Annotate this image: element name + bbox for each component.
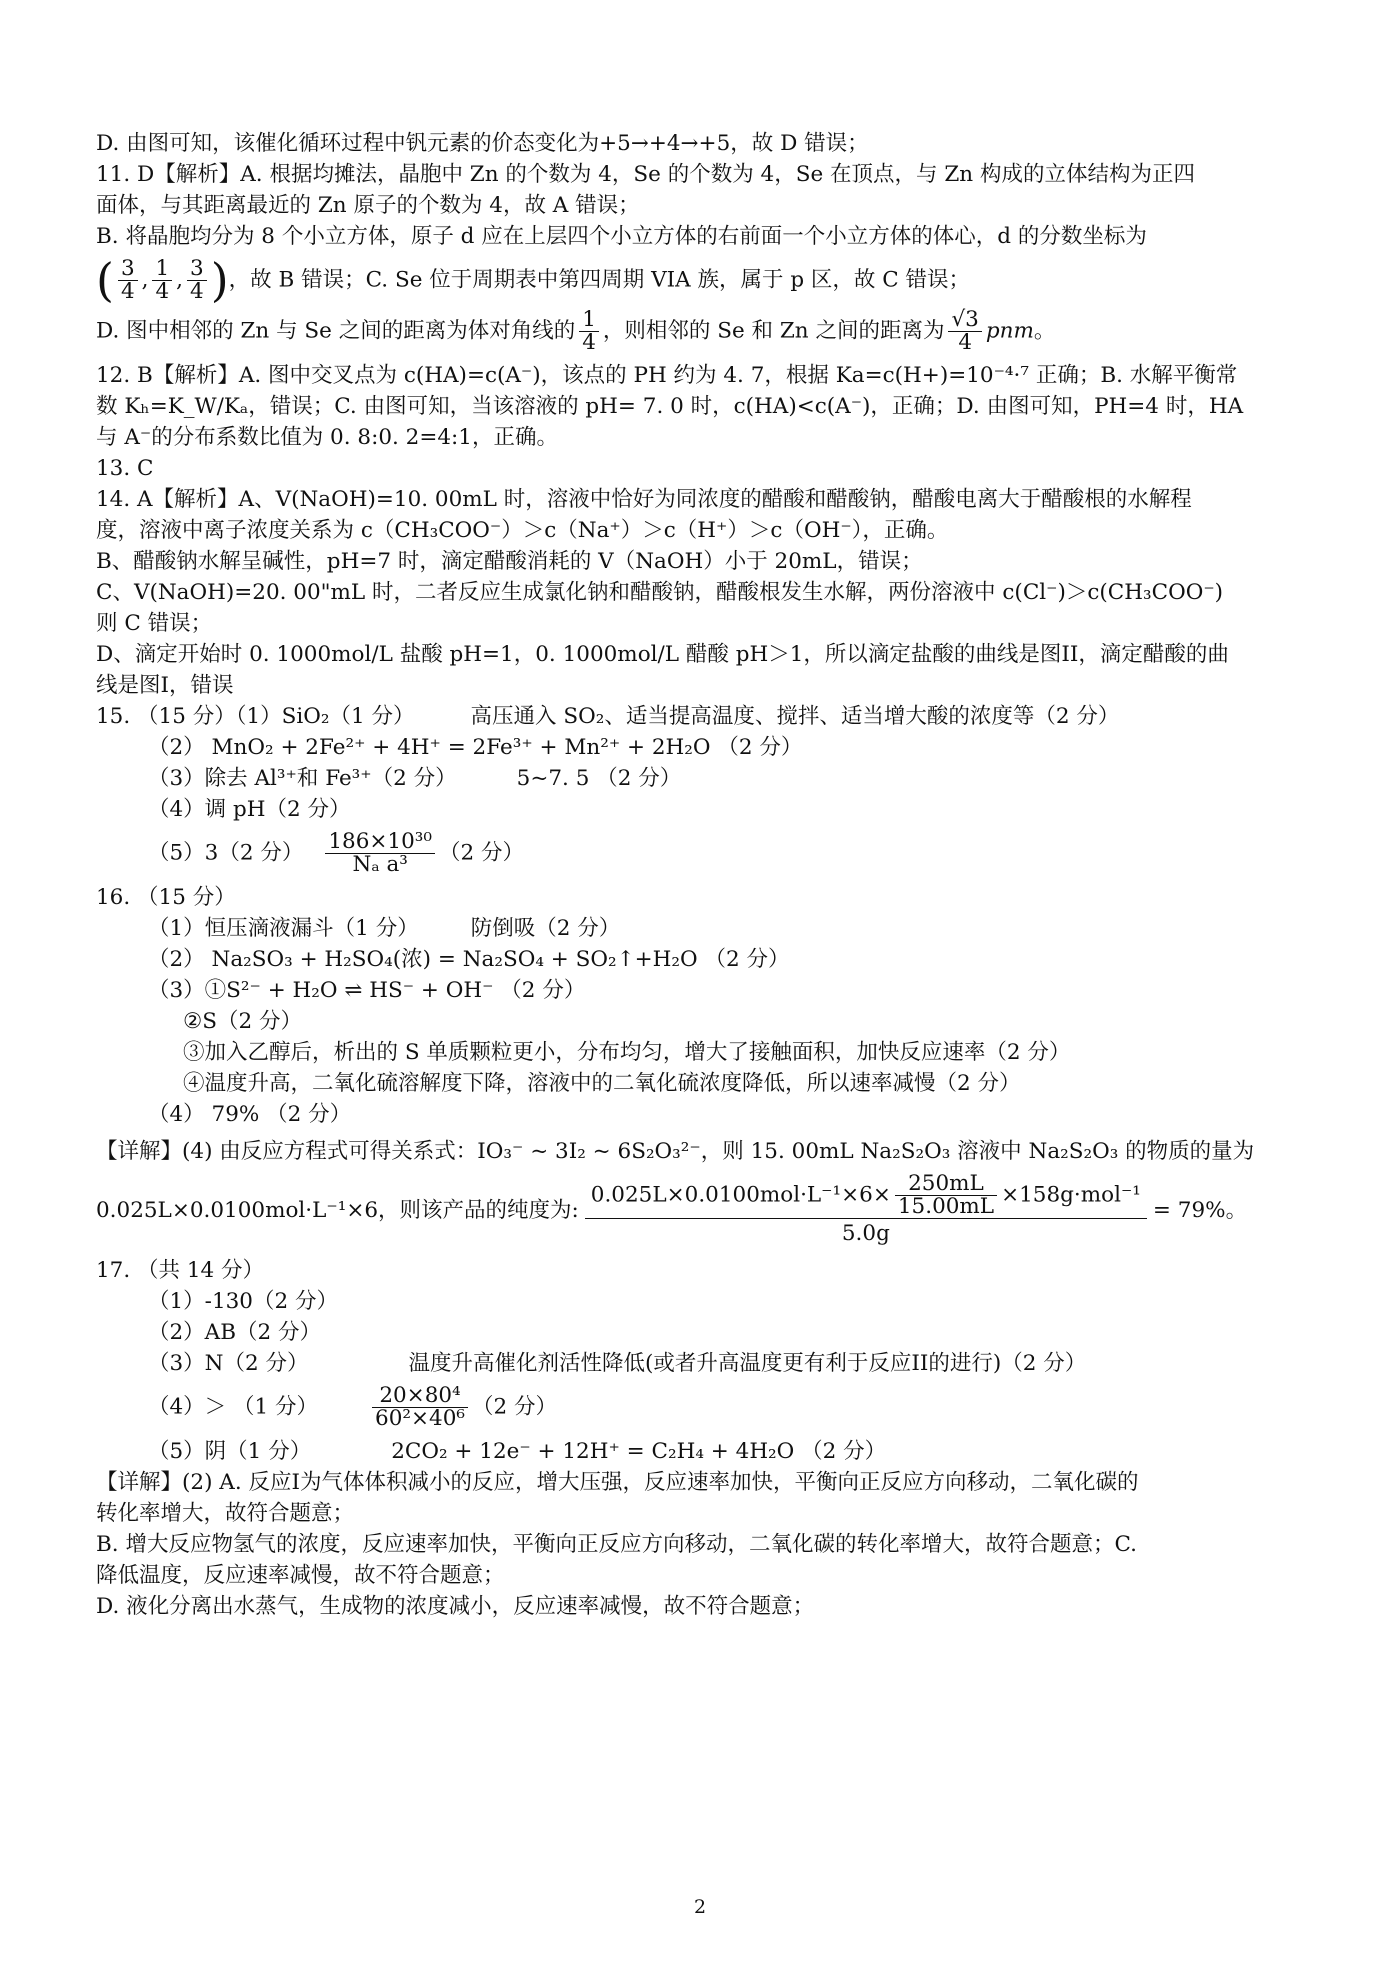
text-line: 与 A⁻的分布系数比值为 0. 8:0. 2=4:1，正确。 (96, 425, 558, 450)
text-segment: 高压通入 SO₂、适当提高温度、搅拌、适当增大酸的浓度等（2 分） (470, 704, 1120, 729)
fraction: $\frac{1}{4}$ (152, 258, 172, 303)
text-line: 数 Kₕ=K_W/Kₐ，错误；C. 由图可知，当该溶液的 pH= 7. 0 时，c(HA)<c(A⁻)，正确；D. 由图可知，PH=4 时，HA (96, 394, 1244, 419)
page-number: 2 (693, 1896, 707, 1918)
text-segment: 。 (1225, 1198, 1248, 1223)
text-segment: （5）阴（1 分） (148, 1439, 312, 1464)
text-segment: 5~7. 5 （2 分） (516, 766, 682, 791)
left-paren: ( (96, 253, 114, 307)
text-line: 线是图I，错误 (96, 673, 234, 698)
text-line (96, 763, 1326, 794)
text-line: 14. A【解析】A、V(NaOH)=10. 00mL 时，溶液中恰好为同浓度的醋酸和醋酸钠，醋酸电离大于醋酸根的水解程 (96, 487, 1192, 512)
text-segment: （4）＞ （1 分） (148, 1394, 319, 1420)
fraction: $\frac{250mL}{15.00mL}$ (895, 1173, 997, 1218)
text-line: B. 将晶胞均分为 8 个小立方体，原子 d 应在上层四个小立方体的右前面一个小立方体的体心，d 的分数坐标为 (96, 224, 1147, 249)
text-line (96, 701, 1326, 732)
text-line: （1）-130（2 分） (148, 1289, 338, 1314)
text-segment: （3）除去 Al³⁺和 Fe³⁺（2 分） (148, 766, 457, 791)
text-line: ③加入乙醇后，析出的 S 单质颗粒更小，分布均匀，增大了接触面积，加快反应速率（2 分） (183, 1040, 1071, 1065)
text-line: （2） MnO₂ + 2Fe²⁺ + 4H⁺ = 2Fe³⁺ + Mn²⁺ + 2H₂O （2 分） (148, 735, 803, 760)
document-body (96, 128, 1326, 1622)
text-line (96, 1436, 1326, 1467)
text-segment: （2 分） (439, 840, 525, 866)
text-line: 度，溶液中离子浓度关系为 c（CH₃COO⁻）＞c（Na⁺）＞c（H⁺）＞c（OH⁻），正确。 (96, 518, 949, 543)
text-segment: ，故 B 错误；C. Se 位于周期表中第四周期 VIA 族，属于 p 区，故 C 错误； (228, 267, 971, 293)
text-line: B. 增大反应物氢气的浓度，反应速率加快，平衡向正反应方向移动，二氧化碳的转化率增大，故符合题意；C. (96, 1532, 1137, 1557)
text-line: 面体，与其距离最近的 Zn 原子的个数为 4，故 A 错误； (96, 193, 640, 218)
text-line (96, 1385, 1326, 1430)
fraction: $\frac{\text{186×10³⁰}}{\text{Nₐ a³}}$ (325, 831, 435, 876)
text-segment: D. 图中相邻的 Zn 与 Se 之间的距离为体对角线的 (96, 318, 576, 344)
text-line (96, 913, 1326, 944)
purity-fraction: 0.025L×0.0100mol·L⁻¹×6× $\frac{250mL}{15.00mL}$ ×158g·mol⁻¹ 5.0g (585, 1173, 1147, 1249)
fraction: $\frac{√3}{4}$ (948, 309, 981, 354)
formula-line (96, 1173, 1326, 1249)
text-line: ②S（2 分） (183, 1009, 303, 1034)
fraction: $\frac{3}{4}$ (118, 258, 138, 303)
text-line: 转化率增大，故符合题意； (96, 1501, 355, 1526)
text-segment: 15. （15 分）（1）SiO₂（1 分） (96, 704, 415, 729)
text-line: C、V(NaOH)=20. 00"mL 时，二者反应生成氯化钠和醋酸钠，醋酸根发生水解，两份溶液中 c(Cl⁻)＞c(CH₃COO⁻) (96, 580, 1224, 605)
text-segment: = 79% (1152, 1198, 1226, 1223)
fraction: $\frac{1}{4}$ (579, 309, 599, 354)
text-line: （4）调 pH（2 分） (148, 797, 351, 822)
text-line: 则 C 错误； (96, 611, 213, 636)
text-segment: 防倒吸（2 分） (470, 916, 621, 941)
text-line (96, 831, 1326, 876)
coordinate-line: ( $\frac{3}{4}$ , $\frac{1}{4}$ , $\frac{3}{4}$ )，故 B 错误；C. Se 位于周期表中第四周期 VIA 族，属于 p 区，故 C 错误； (96, 253, 971, 307)
text-segment: 2CO₂ + 12e⁻ + 12H⁺ = C₂H₄ + 4H₂O （2 分） (391, 1439, 887, 1464)
text-line: 12. B【解析】A. 图中交叉点为 c(HA)=c(A⁻)，该点的 PH 约为 4. 7，根据 Ka=c(H+)=10⁻⁴·⁷ 正确；B. 水解平衡常 (96, 363, 1238, 388)
text-line: D. 液化分离出水蒸气，生成物的浓度减小，反应速率减慢，故不符合题意； (96, 1594, 815, 1619)
text-line: D. 由图可知，该催化循环过程中钒元素的价态变化为+5→+4→+5，故 D 错误； (96, 131, 869, 156)
unit-label: pnm (985, 318, 1034, 344)
text-line: 16. （15 分） (96, 885, 236, 910)
text-line: 13. C (96, 456, 154, 481)
text-line: （2） Na₂SO₃ + H₂SO₄(浓) = Na₂SO₄ + SO₂↑+H₂O （2 分） (148, 947, 790, 972)
text-line: 【详解】(4) 由反应方程式可得关系式：IO₃⁻ ~ 3I₂ ~ 6S₂O₃²⁻，则 15. 00mL Na₂S₂O₃ 溶液中 Na₂S₂O₃ 的物质的量为 (96, 1139, 1255, 1164)
text-line: （4） 79% （2 分） (148, 1102, 352, 1127)
text-line: 17. （共 14 分） (96, 1258, 265, 1283)
text-line: 【详解】(2) A. 反应I为气体体积减小的反应，增大压强，反应速率加快，平衡向正反应方向移动，二氧化碳的 (96, 1470, 1139, 1495)
fraction: $\frac{3}{4}$ (187, 258, 207, 303)
text-line: B、醋酸钠水解呈碱性，pH=7 时，滴定醋酸消耗的 V（NaOH）小于 20mL，错误； (96, 549, 923, 574)
text-segment: 温度升高催化剂活性降低(或者升高温度更有利于反应II的进行)（2 分） (408, 1351, 1087, 1376)
text-segment: （1）恒压滴液漏斗（1 分） (148, 916, 419, 941)
text-segment: 。 (1033, 318, 1056, 344)
text-segment: （3）N（2 分） (148, 1351, 309, 1376)
text-segment: ，则相邻的 Se 和 Zn 之间的距离为 (602, 318, 945, 344)
text-segment: （2 分） (472, 1394, 558, 1420)
text-segment: （5）3（2 分） (148, 840, 304, 866)
text-line: 11. D【解析】A. 根据均摊法，晶胞中 Zn 的个数为 4，Se 的个数为 4，Se 在顶点，与 Zn 构成的立体结构为正四 (96, 162, 1195, 187)
text-line: （3）①S²⁻ + H₂O ⇌ HS⁻ + OH⁻ （2 分） (148, 978, 586, 1003)
text-line: ④温度升高，二氧化硫溶解度下降，溶液中的二氧化硫浓度降低，所以速率减慢（2 分） (183, 1071, 1021, 1096)
text-line: 降低温度，反应速率减慢，故不符合题意； (96, 1563, 505, 1588)
text-segment: 0.025L×0.0100mol·L⁻¹×6，则该产品的纯度为: (96, 1198, 579, 1223)
text-line (96, 1348, 1326, 1379)
text-line: D、滴定开始时 0. 1000mol/L 盐酸 pH=1，0. 1000mol/L 醋酸 pH＞1，所以滴定盐酸的曲线是图II，滴定醋酸的曲 (96, 642, 1229, 667)
text-line: （2）AB（2 分） (148, 1320, 322, 1345)
text-line (96, 309, 1326, 354)
right-paren: ) (210, 253, 229, 307)
fraction: $\frac{\text{20×80⁴}}{\text{60²×40⁶}}$ (372, 1385, 468, 1430)
